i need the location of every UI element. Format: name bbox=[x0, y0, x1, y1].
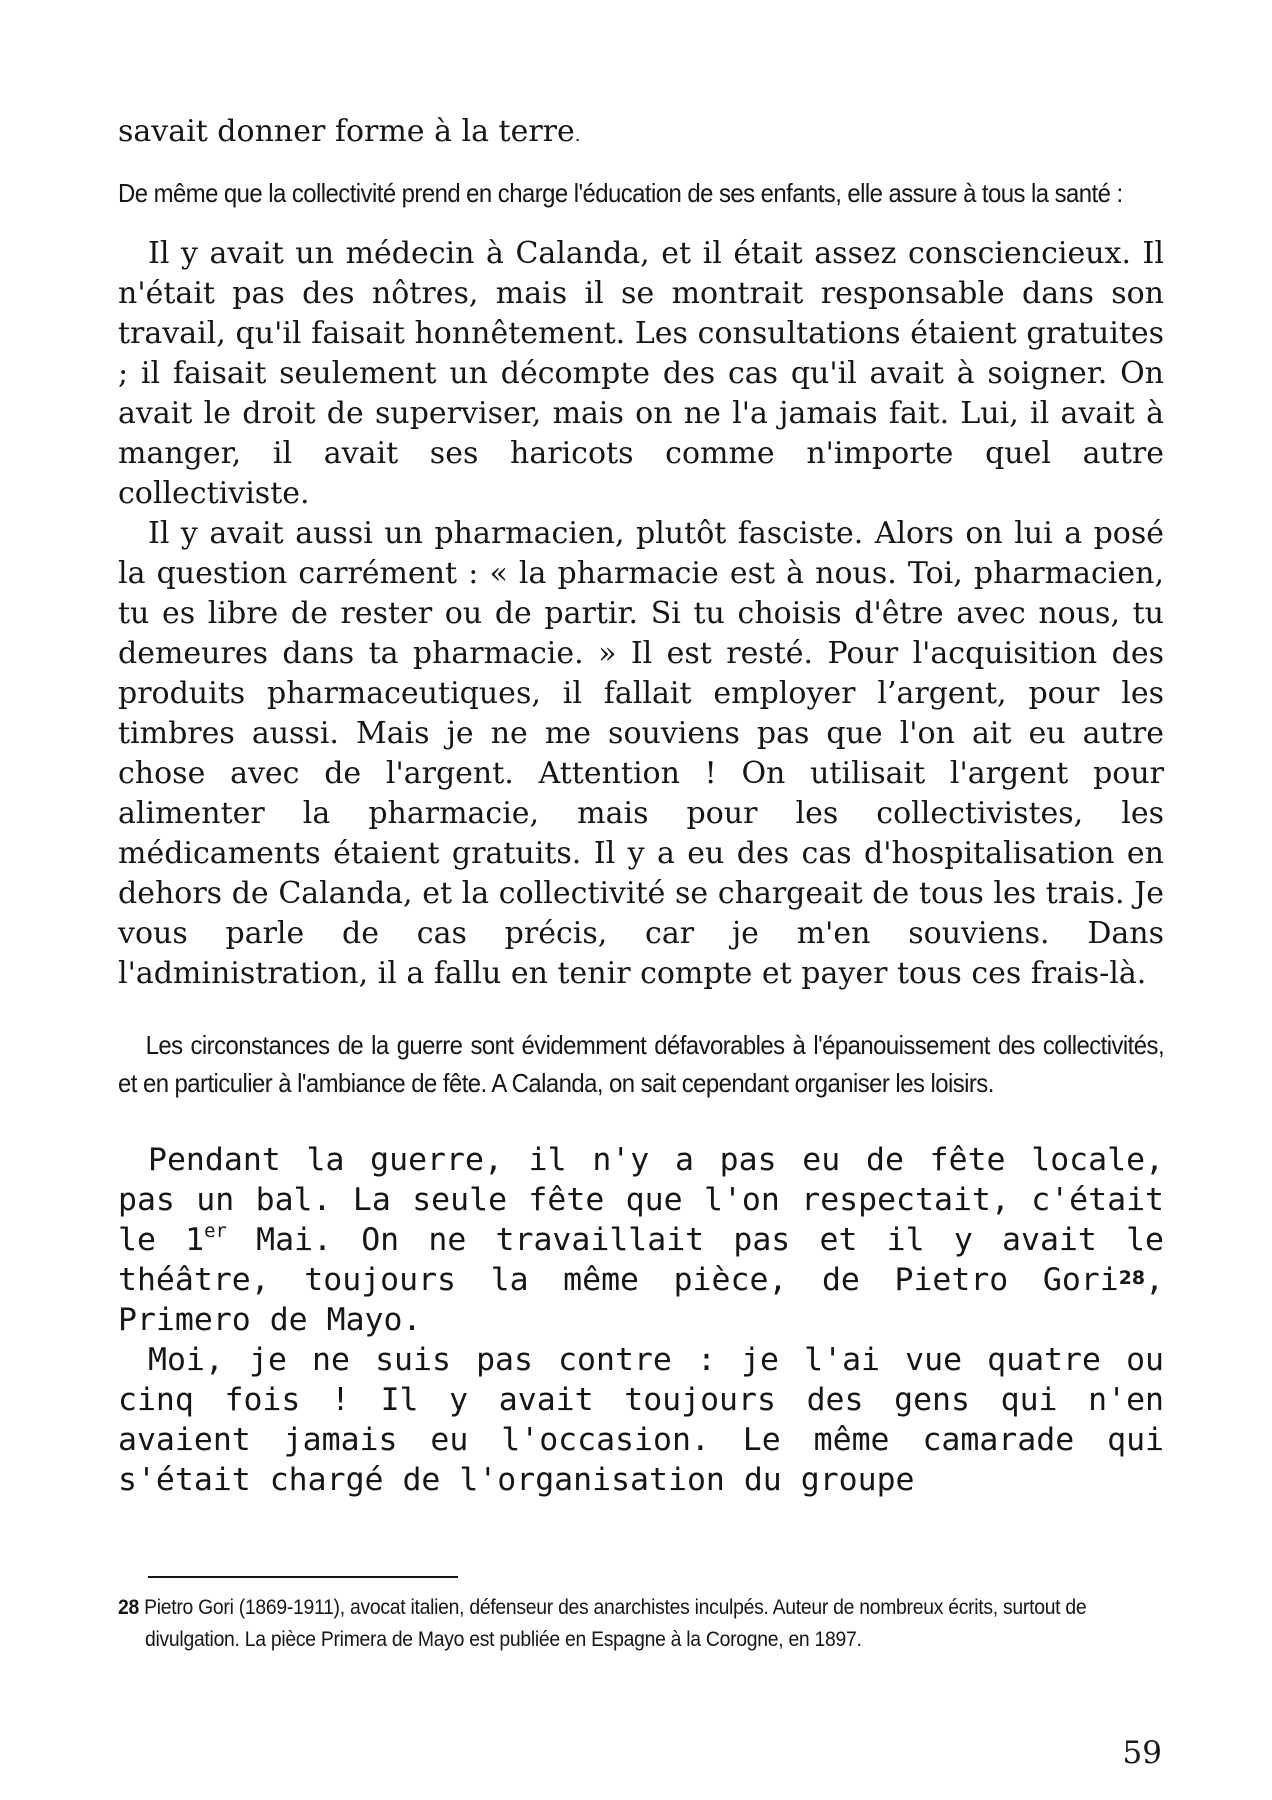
page-number: 59 bbox=[1122, 1735, 1162, 1771]
quote-doctor bbox=[118, 234, 1164, 514]
footnote bbox=[118, 1591, 1141, 1655]
continuation-text: savait donner forme à la terre bbox=[118, 114, 575, 149]
ordinal-superscript: er bbox=[204, 1219, 227, 1242]
intro-leisure-text: Les circonstances de la guerre sont évidemment défavorables à l'épanouissement des collectivités, et en particulier à l'ambiance de fête. A Calanda, on sait cependant organiser les loisirs. bbox=[118, 1030, 1165, 1098]
quote-doctor-text: Il y avait un médecin à Calanda, et il était assez consciencieux. Il n'était pas des nôtres, mais il se montrait responsable dans son travail, qu'il faisait honnêtement. Les consultations étaient gratuites ; il faisait seulement un décompte des cas qu'il avait à soigner. On avait le droit de superviser, mais on ne l'a jamais fait. Lui, il avait à manger, il avait ses haricots comme n'importe quel autre collectiviste. bbox=[118, 236, 1164, 511]
footnote-text: Pietro Gori (1869-1911), avocat italien, défenseur des anarchistes inculpés. Auteur de nombreux écrits, surtout de divulgation. La pièce Primera de Mayo est publiée en Espagne à la Corogne, en 1897. bbox=[138, 1595, 1087, 1651]
footnote-reference[interactable]: 28 bbox=[1118, 1267, 1146, 1289]
intro-leisure bbox=[118, 1026, 1164, 1102]
quote-festivities-text-3: , Primero de Mayo. bbox=[118, 1262, 1164, 1338]
page-body bbox=[118, 112, 1164, 1500]
quote-pharmacist bbox=[118, 514, 1164, 994]
intro-health: De même que la collectivité prend en charge l'éducation de ses enfants, elle assure à tous la santé : bbox=[118, 178, 1123, 208]
quote-festivities bbox=[118, 1140, 1164, 1340]
footnote-number: 28 bbox=[118, 1595, 139, 1619]
quote-festivities-text-1: Pendant la guerre, il n'y a pas eu de fête locale, pas un bal. La seule fête que l'on respectait, c'était le 1 bbox=[118, 1142, 1164, 1258]
continuation-period: . bbox=[574, 125, 581, 146]
paragraph-continuation bbox=[118, 112, 1164, 156]
quote-theatre bbox=[118, 1340, 1164, 1500]
quote-pharmacist-text: Il y avait aussi un pharmacien, plutôt fasciste. Alors on lui a posé la question carrément : « la pharmacie est à nous. Toi, pharmacien, tu es libre de rester ou de partir. Si tu choisis d'être avec nous, tu demeures dans ta pharmacie. » Il est resté. Pour l'acquisition des produits pharmaceutiques, il fallait employer l’argent, pour les timbres aussi. Mais je ne me souviens pas que l'on ait eu autre chose avec de l'argent. Attention ! On utilisait l'argent pour alimenter la pharmacie, mais pour les collectivistes, les médicaments étaient gratuits. Il y a eu des cas d'hospitalisation en dehors de Calanda, et la collectivité se chargeait de tous les trais. Je vous parle de cas précis, car je m'en souviens. Dans l'administration, il a fallu en tenir compte et payer tous ces frais-là. bbox=[118, 516, 1164, 991]
quote-festivities-text-2: Mai. On ne travaillait pas et il y avait le théâtre, toujours la même pièce, de Pietro Gori bbox=[118, 1222, 1165, 1298]
quote-theatre-text: Moi, je ne suis pas contre : je l'ai vue quatre ou cinq fois ! Il y avait toujours des gens qui n'en avaient jamais eu l'occasion. Le même camarade qui s'était chargé de l'organisation du groupe bbox=[118, 1342, 1164, 1498]
footnote-separator bbox=[148, 1576, 458, 1578]
